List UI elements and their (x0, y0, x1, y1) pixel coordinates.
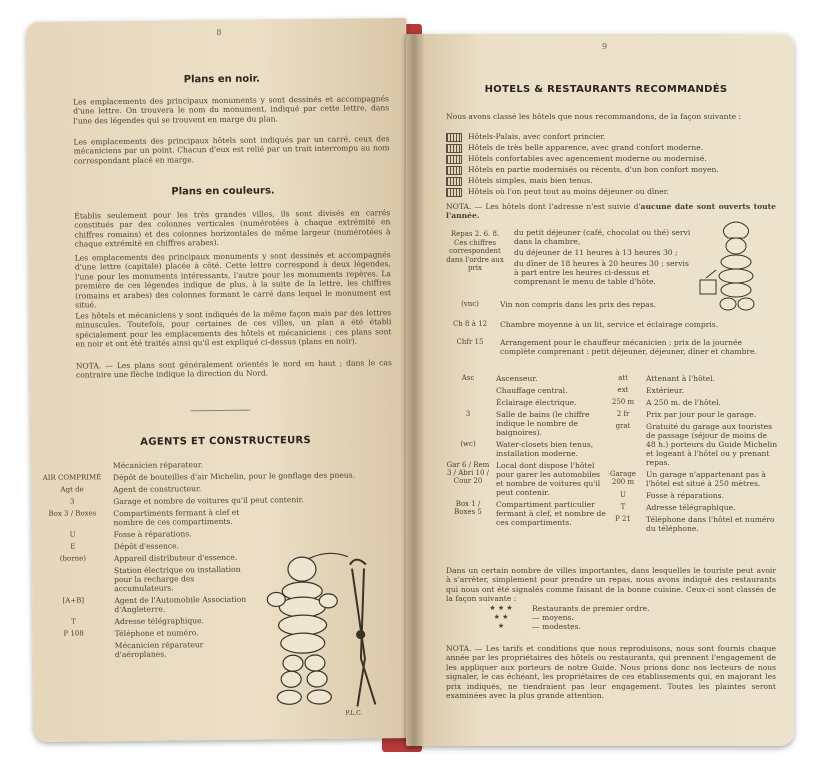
amenity-text: Salle de bains (le chiffre indique le nombre de baignoires). (496, 410, 590, 437)
hotel-class-text: Hôtels en partie modernisés ou récents, d'un bon confort moyen. (468, 165, 719, 174)
amenity-symbol: T (620, 503, 626, 511)
amenity-symbol: 2 fr (616, 410, 630, 418)
plans-nota: NOTA. — Les plans sont généralement orientés le nord en haut ; dans le cas contraire une flèche indique la direction du Nord. (75, 358, 392, 380)
hotel-class-row (446, 132, 776, 142)
hotel-class-row (446, 154, 776, 164)
agent-legend-text: Agent de constructeur. (113, 484, 202, 495)
amenity-row (606, 386, 778, 395)
hotel-class-text: Hôtels où l'on peut tout au moins déjeuner ou dîner. (468, 187, 669, 196)
agent-legend-symbol (39, 641, 109, 642)
amenity-symbol: Box 1 / Boxes 5 (454, 500, 482, 516)
amenity-row (606, 503, 778, 512)
agent-legend-symbol: E (70, 542, 76, 551)
agent-legend-symbol: T (71, 617, 76, 626)
hotel-class-row (446, 176, 776, 186)
amenities-left-column (446, 374, 606, 530)
book-spine (404, 34, 424, 749)
amenity-symbol: U (620, 491, 626, 499)
amenity-symbol: grat (615, 422, 631, 430)
nota1-bold: aucune date sont ouverts toute l'année. (446, 202, 776, 221)
agent-legend-text: Adresse télégraphique. (114, 616, 205, 627)
chauffeur-text: Arrangement pour le chauffeur mécanicien ; prix de la journée complète comprenant : petit déjeuner, déjeuner, dîner et chambre. (500, 338, 757, 356)
illustration-signature: P.L.C. (345, 709, 363, 717)
hotel-class-icon (446, 188, 462, 197)
repas-line: du déjeuner de 11 heures à 13 heures 30 ; (514, 248, 678, 257)
amenity-symbol: att (618, 374, 628, 382)
amenity-row (606, 422, 778, 467)
amenity-text: Extérieur. (646, 386, 685, 395)
agent-legend-symbol: U (69, 530, 76, 539)
agent-legend-symbol: Agt de (60, 485, 84, 494)
chauffeur-symbol: Chfr 15 (456, 338, 484, 346)
hotels-title: HOTELS & RESTAURANTS RECOMMANDÉS (484, 84, 728, 95)
nota1-start: NOTA. — Les hôtels dont l'adresse n'est suivie d' (446, 202, 641, 211)
amenity-row (446, 461, 606, 497)
agent-legend-symbol (37, 461, 107, 462)
amenity-row (606, 398, 778, 407)
agent-legend-row (37, 458, 397, 471)
chambre-symbol: Ch 8 à 12 (452, 320, 488, 328)
restaurant-class-text: Restaurants de premier ordre. (532, 604, 650, 613)
restaurant-class-row (476, 622, 736, 631)
amenity-text: Adresse télégraphique. (646, 503, 736, 512)
agent-legend-text: Dépôt de bouteilles d'air Michelin, pour le gonflage des pneus. (112, 470, 356, 483)
hotel-class-text: Hôtels simples, mais bien tenus. (468, 176, 593, 185)
hotel-class-icon (446, 133, 462, 142)
amenity-row (446, 500, 606, 527)
agent-legend-text: Agent de l'Automobile Association d'Angleterre. (114, 594, 247, 615)
chambre-row (446, 320, 776, 329)
agent-legend-text: Téléphone et numéro. (114, 628, 199, 639)
amenity-text: Local dont dispose l'hôtel pour garer les automobiles et nombre de voitures qu'il peut contenir. (496, 461, 601, 497)
vnc-text: Vin non compris dans les prix des repas. (500, 300, 657, 309)
agent-legend-text: Mécanicien réparateur d'aéroplanes. (114, 640, 204, 660)
amenity-row (606, 491, 778, 500)
bibendum-pliers-illustration (252, 538, 404, 720)
hotel-class-icon (446, 166, 462, 175)
divider (190, 410, 250, 412)
restaurant-class-row (476, 613, 736, 622)
hotel-class-row (446, 187, 776, 197)
chauffeur-row (446, 338, 776, 356)
amenity-symbol: P 21 (615, 515, 631, 523)
vnc-symbol: (vnc) (461, 300, 479, 308)
amenity-text: Chauffage central. (496, 386, 568, 395)
agent-legend-symbol: (borne) (59, 554, 86, 563)
agent-legend-text: Compartiments fermant à clef et nombre de ces compartiments. (113, 507, 240, 528)
amenity-row (606, 410, 778, 419)
vnc-row (446, 300, 776, 309)
amenity-symbol: ext (617, 386, 629, 394)
amenity-symbol: 3 (465, 410, 471, 418)
left-page (26, 18, 414, 742)
repas-line: du petit déjeuner (café, chocolat ou thé) servi dans la chambre, (514, 228, 691, 246)
restaurant-class-text: — modestes. (532, 622, 581, 631)
agent-legend-symbol: Box 3 / Boxes (48, 509, 97, 518)
right-page (406, 34, 794, 746)
amenity-text: Prix par jour pour le garage. (646, 410, 757, 419)
hotel-class-icon (446, 144, 462, 153)
agent-legend-symbol: [A+B] (62, 596, 85, 605)
hotel-class-text: Hôtels de très belle apparence, avec grand confort moderne. (468, 143, 704, 152)
hotels-intro: Nous avons classé les hôtels que nous recommandons, de la façon suivante : (446, 112, 742, 121)
amenity-row (446, 398, 606, 407)
amenity-text: Ascenseur. (496, 374, 538, 383)
amenity-text: Gratuité du garage aux touristes de passage (séjour de moins de 48 h.) porteurs du Guide Michelin et logeant à l'hôtel ou y prenant repas. (646, 422, 778, 467)
restaurant-stars: ★ (497, 622, 505, 630)
hotel-class-text: Hôtels confortables avec agencement moderne ou modernisé. (468, 154, 707, 163)
restaurant-classes-list (476, 604, 736, 631)
agent-legend-text: Dépôt d'essence. (113, 541, 180, 552)
agent-legend-row (37, 506, 397, 528)
amenity-row (606, 374, 778, 383)
amenity-row (446, 440, 606, 458)
amenity-text: Attenant à l'hôtel. (646, 374, 716, 383)
amenities-right-column (606, 374, 778, 536)
amenity-text: A 250 m. de l'hôtel. (646, 398, 721, 407)
amenity-row (446, 374, 606, 383)
agent-legend-text: Station électrique ou installation pour la recharge des accumulateurs. (113, 564, 241, 594)
agent-legend-symbol: 3 (69, 497, 75, 506)
agent-legend-text: Appareil distributeur d'essence. (113, 552, 238, 564)
amenity-text: Water-closets bien tenus, installation moderne. (496, 440, 594, 458)
agent-legend-text: Fosse à réparations. (113, 529, 192, 540)
hotel-class-text: Hôtels-Palais, avec confort princier. (468, 132, 606, 141)
agent-legend-symbol (38, 566, 108, 567)
agent-legend-row (37, 482, 397, 495)
hotel-classes-list (446, 132, 776, 198)
agent-legend-text: Garage et nombre de voitures qu'il peut contenir. (113, 495, 304, 507)
amenity-symbol: Asc (461, 374, 475, 382)
open-guide-book (12, 14, 802, 749)
plans-noir-title: Plans en noir. (183, 73, 260, 86)
agent-legend-row (37, 470, 397, 483)
amenity-row (606, 470, 778, 488)
hotels-nota-2: NOTA. — Les tarifs et conditions que nous reproduisons, nous sont fournis chaque année par les propriétaires des hôtels ou restaurants, qui prennent l'engagement de les appliquer aux porteurs de notre Guide. Nous prions donc nos lecteurs de nous signaler, le cas échéant, les propriétaires de ces établissements qui, en majorant les prix indiqués, ne tiendraient pas leur engagement. Toutes les plaintes seront examinées avec la plus grande attention. (446, 644, 776, 701)
amenity-text: Compartiment particulier fermant à clef, et nombre de ces compartiments. (496, 500, 606, 527)
amenity-text: Éclairage électrique. (496, 398, 577, 407)
restaurants-intro: Dans un certain nombre de villes importantes, dans lesquelles le touriste peut avoir à s'arrêter, simplement pour prendre un repas, nous avons indiqué des restaurants qui nous ont été signalés comme faisant de la bonne cuisine. Ceux-ci sont classés de la façon suivante : (446, 566, 776, 604)
page-number: 9 (602, 42, 608, 51)
hotel-class-icon (446, 177, 462, 186)
plans-couleurs-title: Plans en couleurs. (171, 185, 275, 198)
amenity-symbol: Garage 200 m (610, 470, 636, 486)
hotel-class-icon (446, 155, 462, 164)
amenity-symbol: Gar 6 / Rem 3 / Abri 10 / Cour 20 (446, 461, 490, 485)
repas-line: du dîner de 18 heures à 20 heures 30 ; servis à part entre les heures ci-dessus et comprenant le menu de table d'hôte. (514, 259, 689, 286)
agent-legend-symbol: AIR COMPRIMÉ (42, 473, 102, 482)
amenity-row (606, 515, 778, 533)
plans-couleurs-p2: Les emplacements des principaux monuments y sont dessinés et accompagnés d'une lettre (capitale) placée à côté. Cette lettre correspond à deux légendes, l'une pour les monuments intéressants, l'autre pour les monuments repères. La première de ces légendes indique de plus, à la suite de la lettre, les chiffres (romains et arabes) des colonnes formant le carré dans lequel le monument est situé. (74, 250, 392, 310)
hotels-nota-1 (446, 202, 776, 221)
page-number: 8 (216, 27, 222, 38)
restaurant-class-row (476, 604, 736, 613)
amenity-text: Fosse à réparations. (646, 491, 724, 500)
amenity-text: Un garage n'appartenant pas à l'hôtel est situé à 250 mètres. (646, 470, 766, 488)
chambre-text: Chambre moyenne à un lit, service et éclairage compris. (500, 320, 719, 329)
amenity-row (446, 410, 606, 437)
amenity-symbol: (wc) (460, 440, 476, 448)
amenity-symbol: 250 m (611, 398, 635, 406)
amenity-row (446, 386, 606, 395)
plans-noir-p2: Les emplacements des principaux hôtels sont indiqués par un carré, ceux des mécaniciens par un point. Chacun d'eux est relié par un trait interrompu au nom correspondant placé en marge. (73, 134, 390, 166)
agent-legend-text: Mécanicien réparateur. (112, 460, 204, 471)
hotel-class-row (446, 143, 776, 153)
restaurant-stars: ★ ★ (493, 613, 509, 621)
repas-lines (514, 228, 694, 288)
restaurant-stars: ★ ★ ★ (489, 604, 513, 612)
agent-legend-symbol: P 108 (63, 629, 84, 638)
hotel-class-row (446, 165, 776, 175)
repas-label: Repas 2. 6. 8. Ces chiffres correspondent dans l'ordre aux prix (446, 230, 504, 273)
restaurant-class-text: — moyens. (532, 613, 574, 622)
agents-title: AGENTS ET CONSTRUCTEURS (140, 435, 312, 448)
amenity-text: Téléphone dans l'hôtel et numéro du téléphone. (646, 515, 775, 533)
plans-couleurs-p1: Établis seulement pour les très grandes villes, ils sont divisés en carrés constitués par des colonnes verticales (numérotées à chaque extrémité en chiffres romains) et des colonnes horizontales de même largeur (numérotées à chaque extrémité en chiffres arabes). (74, 208, 391, 249)
plans-noir-p1: Les emplacements des principaux monuments y sont dessinés et accompagnés d'une lettre. On trouvera le nom du monument, indiqué par cette lettre, dans l'une des légendes qui se trouvent en marge du plan. (73, 94, 390, 126)
agent-legend-row (37, 494, 397, 507)
plans-couleurs-p3: Les hôtels et mécaniciens y sont indiqués de la même façon mais par des lettres minuscules. Toutefois, pour certaines de ces villes, un plan a été établi spécialement pour les emplacements des hôtels et mécaniciens ; ces plans sont en noir et ont été traités ainsi qu'il est expliqué ci-dessus (plans en noir). (75, 308, 392, 349)
